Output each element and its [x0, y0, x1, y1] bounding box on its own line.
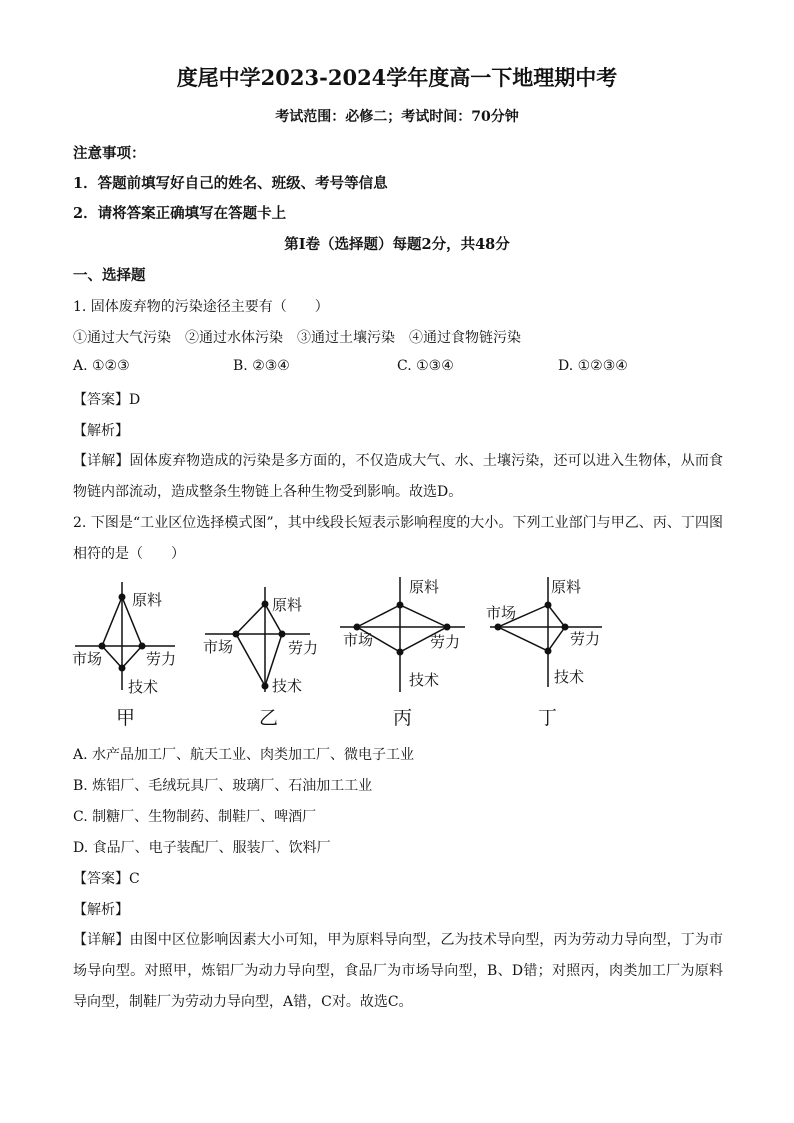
detail-text: 固体废弃物造成的污染是多方面的，不仅造成大气、水、土壤污染，还可以进入生物体，从而食物链内部流动，造成整条生物链上各种生物受到影响。故选D。 [73, 453, 724, 500]
answer-tag: 【答案】 [73, 871, 129, 887]
answer-line [73, 389, 140, 409]
answer-tag: 【答案】 [73, 392, 129, 408]
option-c: C. 制糖厂、生物制药、制鞋厂、啤酒厂 [73, 809, 317, 825]
label-labor: 劳力 [430, 633, 461, 651]
detail-paragraph [73, 446, 723, 508]
label-tech: 技术 [128, 678, 159, 696]
analysis-tag: 【解析】 [73, 423, 129, 439]
industry-location-diagram [60, 572, 620, 732]
exam-title: 度尾中学2023-2024学年度高一下地理期中考 [176, 65, 618, 90]
label-market: 市场 [343, 631, 374, 649]
option-b: B. ②③④ [233, 358, 290, 374]
detail-paragraph [73, 925, 723, 1018]
question-items: ①通过大气污染 ②通过水体污染 ③通过土壤污染 ④通过食物链污染 [73, 330, 521, 346]
option-d: D. 食品厂、电子装配厂、服装厂、饮料厂 [73, 840, 331, 856]
question-stem: 1. 固体废弃物的污染途径主要有（ ） [73, 299, 329, 315]
label-raw: 原料 [409, 578, 440, 596]
label-raw: 原料 [272, 596, 303, 614]
answer-line [73, 868, 140, 888]
notice-item: 2．请将答案正确填写在答题卡上 [73, 205, 287, 222]
caption: 丁 [538, 707, 558, 729]
question-stem: 2. 下图是“工业区位选择模式图”，其中线段长短表示影响程度的大小。下列工业部门与甲乙、丙、丁四图相符的是（ ） [73, 515, 723, 562]
detail-tag: 【详解】 [73, 453, 130, 469]
answer-value: D [129, 392, 141, 408]
option-d: D. ①②③④ [558, 358, 628, 374]
label-labor: 劳力 [146, 650, 177, 668]
label-market: 市场 [72, 650, 103, 668]
label-raw: 原料 [132, 591, 163, 609]
notice-heading: 注意事项： [73, 145, 146, 162]
label-tech: 技术 [272, 677, 303, 695]
caption: 甲 [116, 707, 136, 729]
label-raw: 原料 [551, 578, 582, 596]
section-title: 一、选择题 [73, 267, 146, 284]
option-a: A. 水产品加工厂、航天工业、肉类加工厂、微电子工业 [73, 747, 415, 763]
label-tech: 技术 [554, 668, 585, 686]
notice-item: 1．答题前填写好自己的姓名、班级、考号等信息 [73, 175, 388, 192]
answer-value: C [129, 871, 140, 887]
detail-text: 由图中区位影响因素大小可知，甲为原料导向型，乙为技术导向型，丙为劳动力导向型，丁为市场导向型。对照甲，炼铝厂为动力导向型，食品厂为市场导向型，B、D错；对照丙，肉类加工厂为原料导向型，制鞋厂为劳动力导向型，A错，C对。故选C。 [73, 932, 724, 1010]
caption: 丙 [393, 707, 413, 729]
label-market: 市场 [203, 638, 234, 656]
exam-subtitle: 考试范围：必修二；考试时间：70分钟 [275, 109, 519, 125]
label-labor: 劳力 [288, 639, 319, 657]
option-c: C. ①③④ [397, 358, 454, 374]
label-labor: 劳力 [570, 630, 601, 648]
label-tech: 技术 [409, 671, 440, 689]
caption: 乙 [259, 707, 279, 729]
option-a: A. ①②③ [73, 358, 130, 374]
analysis-tag: 【解析】 [73, 902, 129, 918]
label-market: 市场 [486, 604, 517, 622]
option-b: B. 炼铝厂、毛绒玩具厂、玻璃厂、石油加工工业 [73, 778, 373, 794]
detail-tag: 【详解】 [73, 932, 130, 948]
part-title: 第I卷（选择题）每题2分，共48分 [284, 236, 510, 253]
